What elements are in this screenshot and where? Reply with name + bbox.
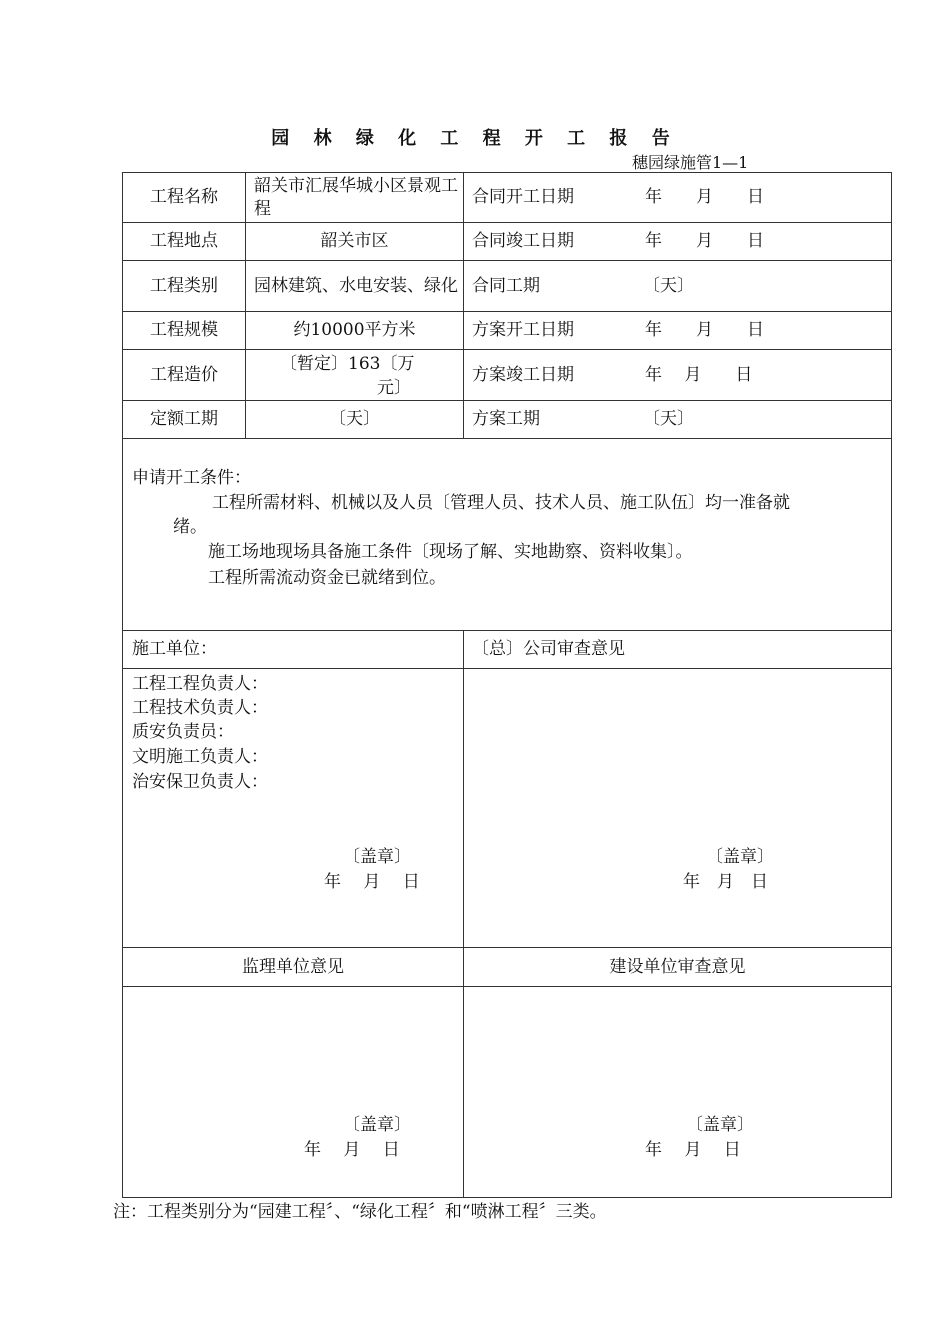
label-contract-start: 合同开工日期 bbox=[472, 187, 574, 207]
company-review-date: 年 月 日 bbox=[683, 872, 768, 892]
label-project-name: 工程名称 bbox=[150, 187, 218, 207]
value-project-cost-line2: 元〕 bbox=[377, 378, 411, 398]
supervision-heading: 监理单位意见 bbox=[242, 956, 344, 977]
supervision-date: 年 月 日 bbox=[304, 1140, 400, 1160]
table-border-right bbox=[891, 172, 892, 1198]
person-tech-lead: 工程技术负责人： bbox=[132, 698, 268, 718]
label-project-type: 工程类别 bbox=[150, 275, 218, 296]
row-divider bbox=[122, 668, 892, 669]
value-project-location: 韶关市区 bbox=[320, 231, 389, 251]
value-quota-period: 〔天〕 bbox=[329, 409, 380, 429]
form-number: 穗园绿施管1—1 bbox=[632, 153, 749, 172]
company-review-seal: 〔盖章〕 bbox=[706, 847, 774, 867]
row-divider bbox=[122, 986, 892, 987]
label-plan-end: 方案竣工日期 bbox=[472, 364, 574, 385]
person-security: 治安保卫负责人： bbox=[132, 772, 268, 792]
col-divider bbox=[463, 172, 464, 438]
person-project-lead: 工程工程负责人： bbox=[132, 674, 268, 694]
table-border-bottom bbox=[122, 1197, 892, 1198]
page-title: 园 林 绿 化 工 程 开 工 报 告 bbox=[271, 128, 679, 149]
construction-seal: 〔盖章〕 bbox=[343, 847, 411, 867]
condition-site: 施工场地现场具备施工条件〔现场了解、实地勘察、资料收集〕。 bbox=[208, 542, 693, 562]
construction-unit-heading: 施工单位： bbox=[132, 639, 217, 659]
construction-date: 年 月 日 bbox=[324, 872, 420, 892]
col-divider bbox=[245, 172, 246, 438]
value-contract-period: 〔天〕 bbox=[643, 275, 694, 296]
footnote: 注：工程类别分为“园建工程〞、“绿化工程〞和“喷淋工程〞三类。 bbox=[113, 1202, 607, 1222]
company-review-heading: 〔总〕公司审查意见 bbox=[472, 639, 625, 659]
value-plan-end: 年 月 日 bbox=[645, 364, 753, 385]
person-civil-construction: 文明施工负责人： bbox=[132, 747, 268, 767]
label-plan-start: 方案开工日期 bbox=[472, 320, 574, 340]
owner-date: 年 月 日 bbox=[645, 1140, 741, 1160]
label-project-location: 工程地点 bbox=[150, 231, 218, 251]
label-project-cost: 工程造价 bbox=[150, 364, 218, 385]
value-contract-end: 年 月 日 bbox=[645, 231, 764, 251]
row-divider bbox=[122, 438, 892, 439]
value-project-name: 韶关市汇展华城小区景观工程 bbox=[254, 175, 458, 219]
person-quality-safety: 质安负责员： bbox=[132, 722, 234, 742]
label-plan-period: 方案工期 bbox=[472, 409, 540, 429]
label-project-scale: 工程规模 bbox=[150, 320, 218, 340]
value-project-type: 园林建筑、水电安装、绿化 bbox=[254, 275, 458, 296]
col-divider bbox=[463, 630, 464, 1198]
value-plan-period: 〔天〕 bbox=[643, 409, 694, 429]
owner-review-heading: 建设单位审查意见 bbox=[609, 956, 746, 977]
value-project-scale: 约10000平方米 bbox=[293, 320, 416, 340]
condition-materials-cont: 绪。 bbox=[173, 517, 207, 537]
value-contract-start: 年 月 日 bbox=[645, 187, 764, 207]
condition-funds: 工程所需流动资金已就绪到位。 bbox=[208, 568, 446, 588]
supervision-seal: 〔盖章〕 bbox=[343, 1115, 411, 1135]
label-contract-end: 合同竣工日期 bbox=[472, 231, 574, 251]
condition-materials: 工程所需材料、机械以及人员〔管理人员、技术人员、施工队伍〕均一准备就 bbox=[212, 493, 790, 513]
label-quota-period: 定额工期 bbox=[150, 409, 218, 429]
owner-seal: 〔盖章〕 bbox=[686, 1115, 754, 1135]
value-plan-start: 年 月 日 bbox=[645, 320, 764, 340]
label-contract-period: 合同工期 bbox=[472, 275, 540, 296]
conditions-heading: 申请开工条件： bbox=[132, 468, 251, 488]
value-project-cost-line1: 〔暂定〕163〔万 bbox=[280, 354, 415, 374]
